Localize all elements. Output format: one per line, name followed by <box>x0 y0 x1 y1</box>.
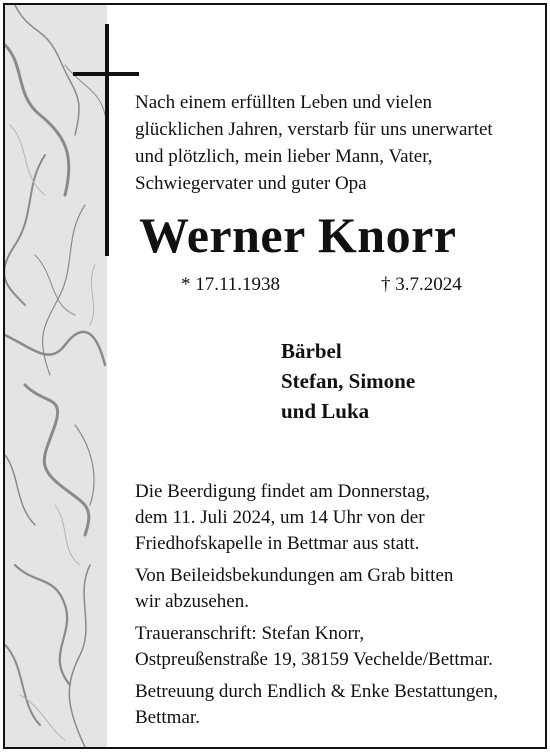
intro-line: und plötzlich, mein lieber Mann, Vater, <box>135 146 433 167</box>
mourners-list <box>281 336 415 426</box>
undertaker-line: Bettmar. <box>135 707 200 728</box>
cross-vertical-bar <box>105 24 109 256</box>
mourner-name: Stefan, Simone <box>281 369 416 393</box>
condolence-line: Von Beileidsbekundungen am Grab bitten <box>135 565 454 586</box>
address-line: Traueranschrift: Stefan Knorr, <box>135 623 365 644</box>
intro-line: glücklichen Jahren, verstarb für uns unerwartet <box>135 119 493 140</box>
funeral-line: Friedhofskapelle in Bettmar aus statt. <box>135 533 420 554</box>
funeral-line: dem 11. Juli 2024, um 14 Uhr von der <box>135 507 425 528</box>
funeral-details <box>135 479 540 557</box>
funeral-information <box>135 479 540 737</box>
deceased-name: Werner Knorr <box>139 207 457 263</box>
obituary-notice <box>3 3 547 749</box>
undertaker-line: Betreuung durch Endlich & Enke Bestattungen, <box>135 681 499 702</box>
intro-line: Nach einem erfüllten Leben und vielen <box>135 92 433 113</box>
death-date: † 3.7.2024 <box>381 274 462 295</box>
cross-horizontal-bar <box>73 72 139 76</box>
condolence-note <box>135 563 540 615</box>
mourner-name: und Luka <box>281 399 370 423</box>
cross-icon <box>73 24 139 256</box>
intro-line: Schwiegervater und guter Opa <box>135 173 367 194</box>
birth-date: * 17.11.1938 <box>181 274 281 295</box>
address-line: Ostpreußenstraße 19, 38159 Vechelde/Bettmar. <box>135 649 493 670</box>
mourning-address <box>135 621 540 673</box>
funeral-line: Die Beerdigung findet am Donnerstag, <box>135 481 430 502</box>
intro-text <box>135 89 535 197</box>
mourner-name: Bärbel <box>281 339 342 363</box>
condolence-line: wir abzusehen. <box>135 591 249 612</box>
undertaker-note <box>135 679 540 731</box>
